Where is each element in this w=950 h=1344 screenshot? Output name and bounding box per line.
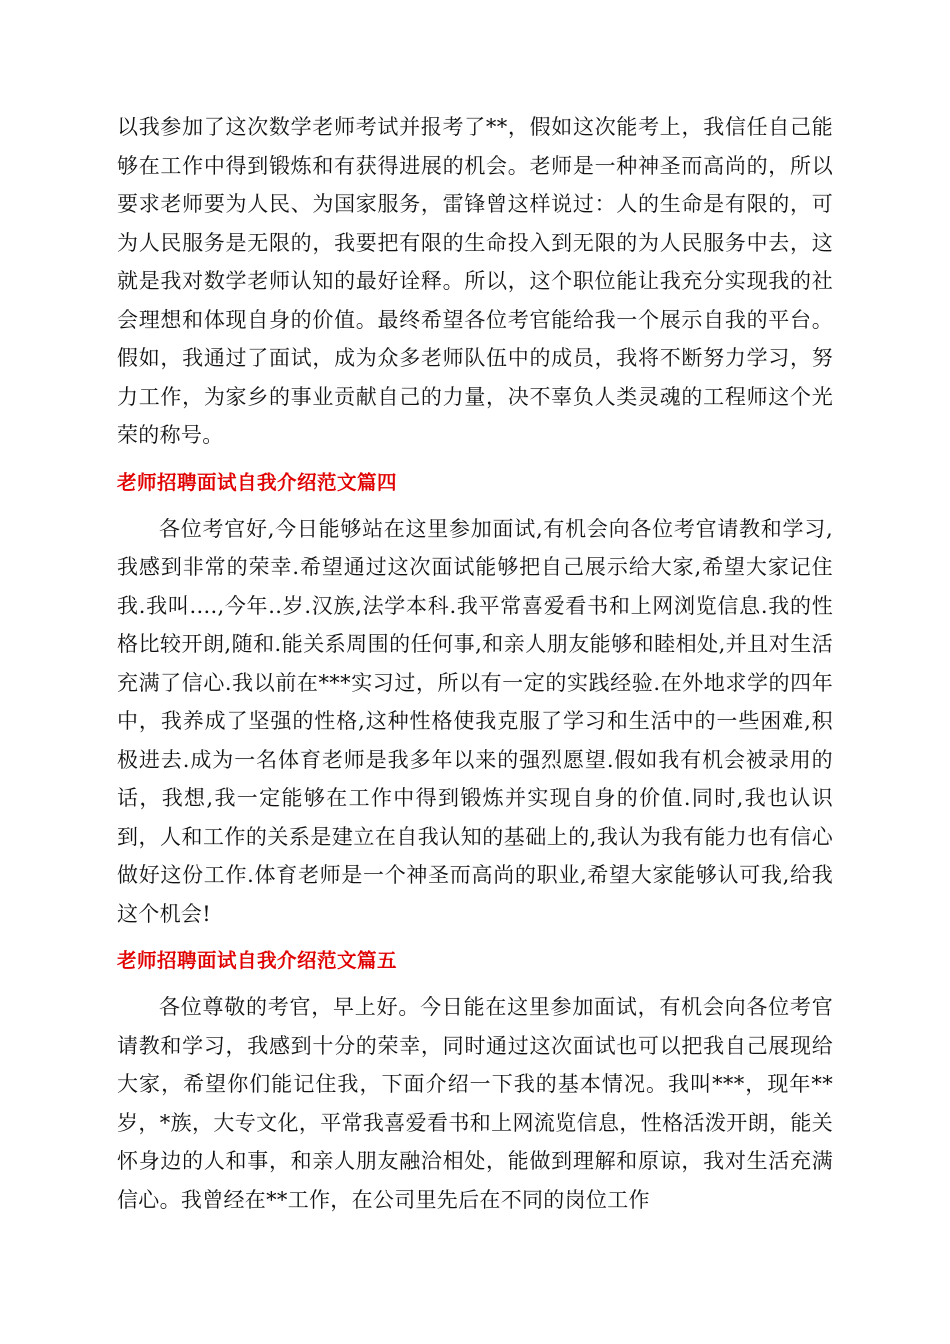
paragraph-continued: 以我参加了这次数学老师考试并报考了**，假如这次能考上，我信任自己能够在工作中得到锻炼和有获得进展的机会。老师是一种神圣而高尚的，所以要求老师要为人民、为国家服务，雷锋曾这样说过：人的生命是有限的，可为人民服务是无限的，我要把有限的生命投入到无限的为人民服务中去，这就是我对数学老师认知的最好诠释。所以，这个职位能让我充分实现我的社会理想和体现自身的价值。最终希望各位考官能给我一个展示自我的平台。假如，我通过了面试，成为众多老师队伍中的成员，我将不断努力学习，努力工作，为家乡的事业贡献自己的力量，决不辜负人类灵魂的工程师这个光荣的称号。	[117, 115, 833, 447]
paragraph-part-5: 各位尊敬的考官，早上好。今日能在这里参加面试，有机会向各位考官请教和学习，我感到十分的荣幸，同时通过这次面试也可以把我自己展现给大家，希望你们能记住我，下面介绍一下我的基本情况。我叫***，现年**岁，*族，大专文化，平常我喜爱看书和上网流览信息，性格活泼开朗，能关怀身边的人和事，和亲人朋友融洽相处，能做到理解和原谅，我对生活充满信心。我曾经在**工作，在公司里先后在不同的岗位工作	[117, 995, 833, 1212]
section-heading-part-4: 老师招聘面试自我介绍范文篇四	[117, 470, 398, 494]
section-heading-part-5: 老师招聘面试自我介绍范文篇五	[117, 949, 398, 972]
document-body	[117, 108, 833, 1219]
paragraph-part-4: 各位考官好,今日能够站在这里参加面试,有机会向各位考官请教和学习,我感到非常的荣幸.希望通过这次面试能够把自己展示给大家,希望大家记住我.我叫....,今年..岁.汉族,法学本科.我平常喜爱看书和上网浏览信息.我的性格比较开朗,随和.能关系周围的任何事,和亲人朋友能够和睦相处,并且对生活充满了信心.我以前在***实习过，所以有一定的实践经验.在外地求学的四年中，我养成了坚强的性格,这种性格使我克服了学习和生活中的一些困难,积极进去.成为一名体育老师是我多年以来的强烈愿望.假如我有机会被录用的话，我想,我一定能够在工作中得到锻炼并实现自身的价值.同时,我也认识到，人和工作的关系是建立在自我认知的基础上的,我认为我有能力也有信心做好这份工作.体育老师是一个神圣而高尚的职业,希望大家能够认可我,给我这个机会!	[117, 516, 833, 926]
